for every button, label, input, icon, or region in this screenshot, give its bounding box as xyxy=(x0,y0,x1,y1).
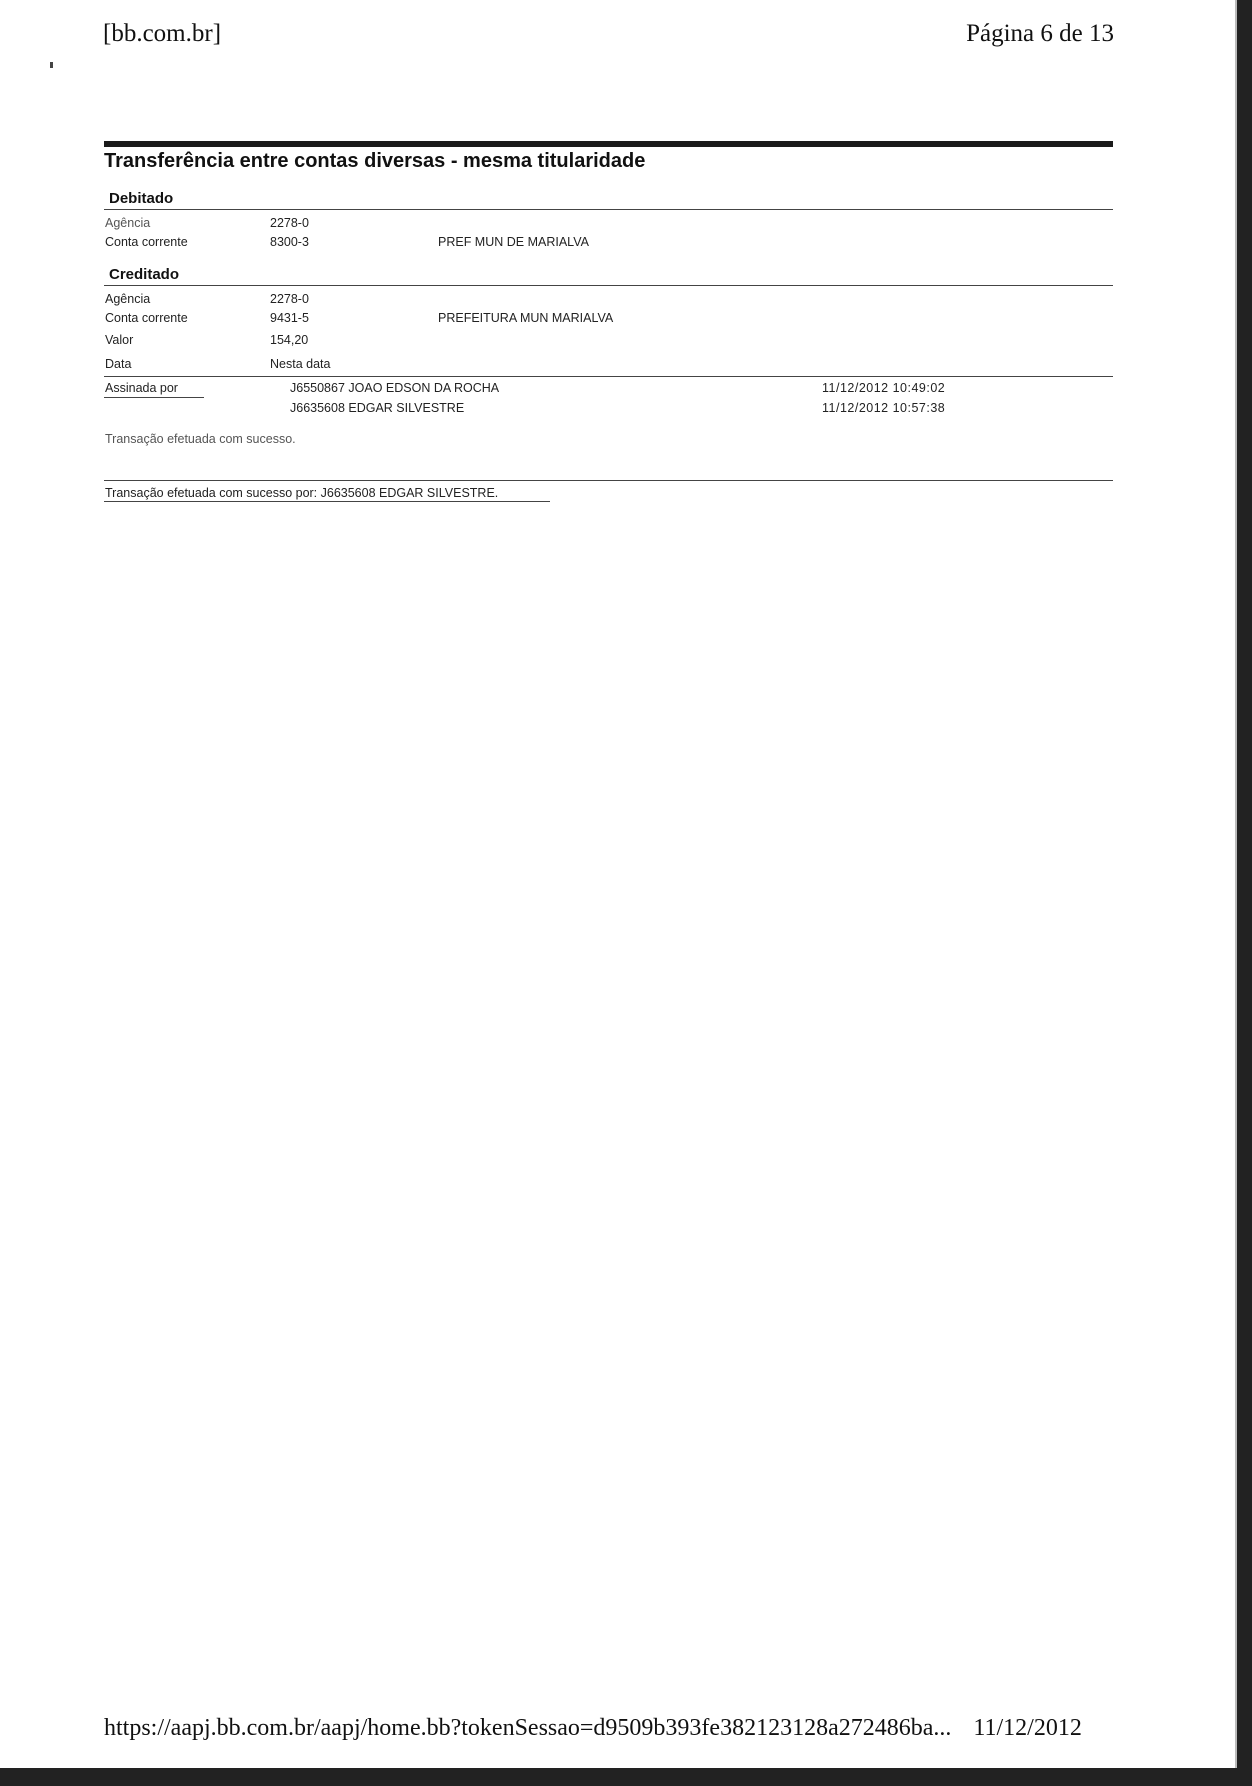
creditado-conta-label: Conta corrente xyxy=(105,311,188,325)
status-by-message: Transação efetuada com sucesso por: J6635608 EDGAR SILVESTRE. xyxy=(105,486,499,500)
debitado-conta-label: Conta corrente xyxy=(105,235,188,249)
footer-url: https://aapj.bb.com.br/aapj/home.bb?tokenSessao=d9509b393fe382123128a272486ba... xyxy=(104,1715,952,1741)
section-debitado: Debitado xyxy=(109,190,174,207)
debitado-agencia-label: Agência xyxy=(105,216,151,230)
creditado-valor-value: 154,20 xyxy=(270,333,309,347)
creditado-data-value: Nesta data xyxy=(270,357,331,371)
divider xyxy=(104,480,1113,481)
creditado-agencia-value: 2278-0 xyxy=(270,292,309,306)
title-bar-rule xyxy=(104,141,1113,147)
divider xyxy=(104,376,1113,377)
footer-url-date xyxy=(104,1715,1082,1742)
debitado-conta-value: 8300-3 xyxy=(270,235,309,249)
section-creditado: Creditado xyxy=(109,266,180,283)
divider xyxy=(104,209,1113,210)
signer-timestamp: 11/12/2012 10:49:02 xyxy=(822,381,946,395)
footer-date: 11/12/2012 xyxy=(973,1715,1082,1741)
status-underline xyxy=(104,501,550,502)
creditado-data-label: Data xyxy=(105,357,132,371)
signer-name: J6550867 JOAO EDSON DA ROCHA xyxy=(290,381,500,395)
header-page-number: Página 6 de 13 xyxy=(966,20,1114,47)
creditado-titular: PREFEITURA MUN MARIALVA xyxy=(438,311,614,325)
debitado-agencia-value: 2278-0 xyxy=(270,216,309,230)
creditado-valor-label: Valor xyxy=(105,333,134,347)
signer-name: J6635608 EDGAR SILVESTRE xyxy=(290,401,465,415)
status-message: Transação efetuada com sucesso. xyxy=(105,432,296,446)
label-underline xyxy=(104,397,204,398)
scan-artifact xyxy=(50,62,53,68)
creditado-agencia-label: Agência xyxy=(105,292,151,306)
header-site: [bb.com.br] xyxy=(103,20,222,47)
assinada-por-label: Assinada por xyxy=(105,381,178,395)
signer-timestamp: 11/12/2012 10:57:38 xyxy=(822,401,946,415)
creditado-conta-value: 9431-5 xyxy=(270,311,309,325)
divider xyxy=(104,285,1113,286)
document-title: Transferência entre contas diversas - mesma titularidade xyxy=(104,150,646,172)
debitado-titular: PREF MUN DE MARIALVA xyxy=(438,235,589,249)
